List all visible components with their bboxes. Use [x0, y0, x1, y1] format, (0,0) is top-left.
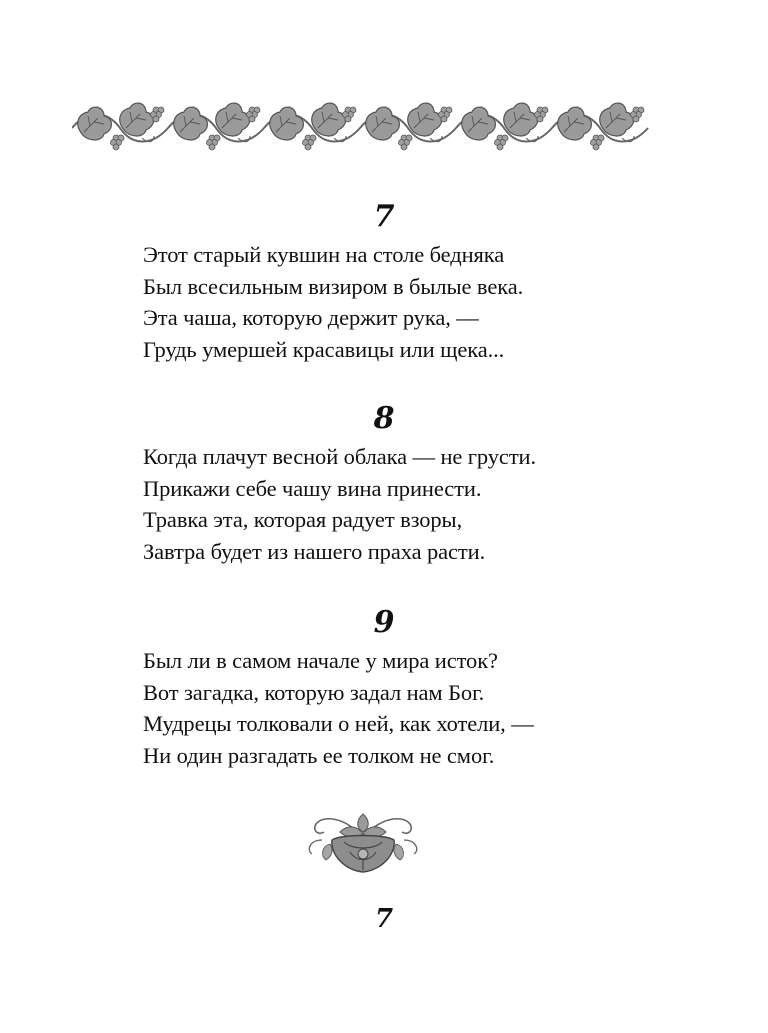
verse-line: Этот старый кувшин на столе бедняка: [143, 242, 505, 267]
vine-border-ornament: [72, 100, 654, 156]
verse-line: Был всесильным визиром в былые века.: [143, 273, 524, 299]
verse-line: Травка эта, которая радует взоры,: [143, 507, 463, 532]
verse-line: Грудь умершей красавицы или щека...: [143, 336, 505, 362]
verse-line: Когда плачут весной облака — не грусти.: [143, 444, 537, 469]
verse-line: Вот загадка, которую задал нам Бог.: [143, 679, 485, 705]
verse-line: Был ли в самом начале у мира исток?: [143, 648, 498, 673]
verse-line: Эта чаша, которую держит рука, —: [143, 305, 479, 330]
stanza-number: 8: [373, 401, 395, 436]
verse-line: Ни один разгадать ее толком не смог.: [143, 742, 495, 768]
floral-vignette-ornament: [300, 810, 426, 876]
stanza: [143, 441, 663, 567]
stanza-number: 7: [373, 199, 395, 234]
verse-line: Прикажи себе чашу вина принести.: [143, 475, 482, 501]
stanza-number: 9: [373, 605, 395, 640]
verse-line: Завтра будет из нашего праха расти.: [143, 538, 486, 564]
stanza: [143, 645, 663, 771]
page-number: 7: [374, 904, 394, 934]
verse-line: Мудрецы толковали о ней, как хотели, —: [143, 711, 534, 736]
stanza: [143, 239, 663, 365]
